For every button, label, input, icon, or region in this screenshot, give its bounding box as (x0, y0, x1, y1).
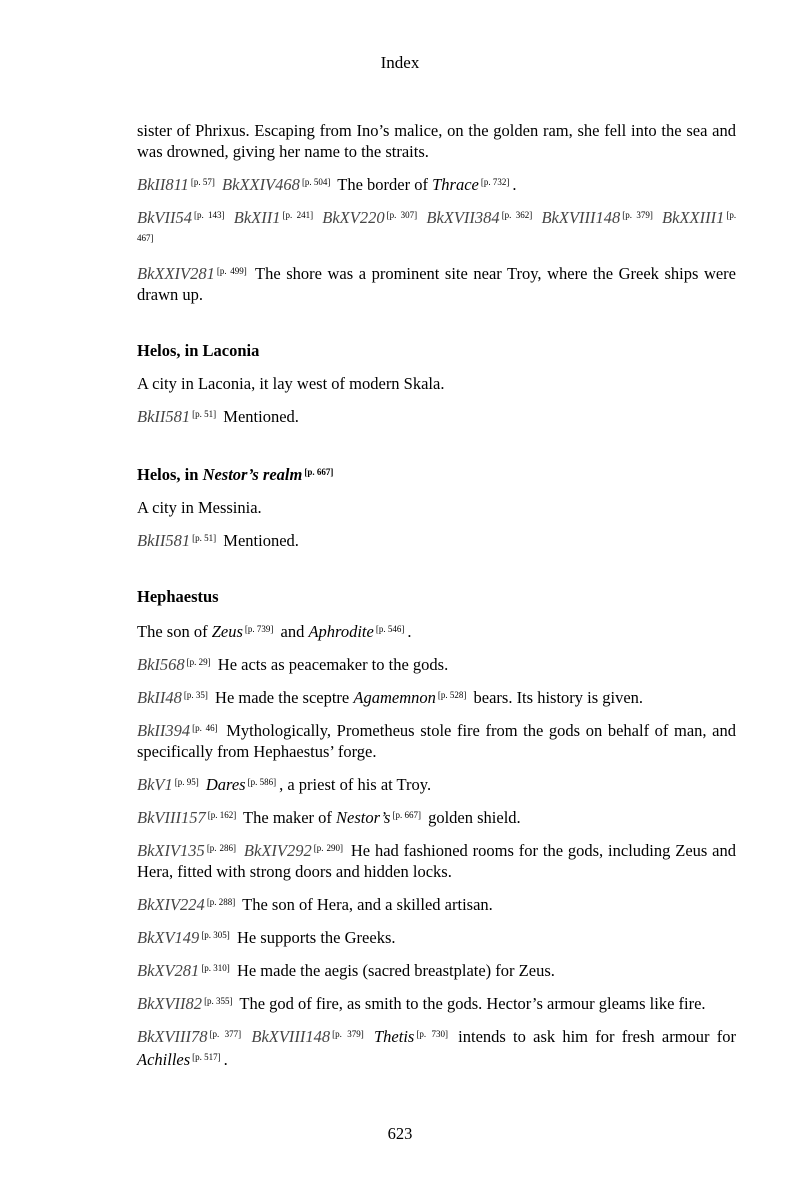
page-reference[interactable]: [p. 290] (313, 843, 343, 853)
entry-references (137, 805, 736, 828)
book-reference[interactable]: BkII811 (137, 175, 189, 194)
cross-reference-name[interactable]: Zeus (211, 622, 243, 641)
entry-text: . (223, 1050, 228, 1069)
index-content (137, 120, 736, 1080)
book-reference[interactable]: BkXV149 (137, 928, 200, 947)
entry-text: Mentioned. (223, 531, 299, 550)
entry-text: The border of (337, 175, 428, 194)
page-reference[interactable]: [p. 241] (282, 210, 314, 220)
entry-text: A city in Laconia, it lay west of modern Skala. (137, 374, 445, 393)
book-reference[interactable]: BkI568 (137, 655, 185, 674)
entry-references (137, 261, 736, 305)
entry-text: . (512, 175, 517, 194)
page-reference[interactable]: [p. 51] (192, 533, 217, 543)
page-reference[interactable]: [p. 29] (186, 657, 211, 667)
entry-heading (137, 462, 736, 485)
entry-references (137, 958, 736, 981)
page-reference[interactable]: [p. 286] (206, 843, 237, 853)
book-reference[interactable]: BkXIV135 (137, 841, 205, 860)
entry-text: bears. Its history is given. (473, 688, 644, 707)
page-reference[interactable]: [p. 667] (304, 467, 334, 477)
cross-reference-name[interactable]: Agamemnon (353, 688, 436, 707)
book-reference[interactable]: BkII581 (137, 531, 191, 550)
page-reference[interactable]: [p. 732] (480, 177, 510, 187)
entry-references (137, 404, 736, 427)
book-reference[interactable]: BkXIV224 (137, 895, 205, 914)
entry-references (137, 619, 736, 642)
book-reference[interactable]: BkXVIII78 (137, 1027, 208, 1046)
book-reference[interactable]: BkXXIV281 (137, 264, 215, 283)
entry-text: The son of (137, 622, 208, 641)
entry-text: The shore was a prominent site near Troy, where the Greek ships were drawn up. (137, 264, 736, 304)
book-reference[interactable]: BkXVIII148 (251, 1027, 331, 1046)
page-reference[interactable]: [p. 528] (437, 690, 467, 700)
page-number: 623 (387, 1124, 413, 1143)
entry-text: , a priest of his at Troy. (279, 775, 432, 794)
page-reference[interactable]: [p. 379] (332, 1029, 364, 1039)
entry-references (137, 772, 736, 795)
entry-text: He made the sceptre (215, 688, 350, 707)
page-reference[interactable]: [p. 143] (193, 210, 225, 220)
page-reference[interactable]: [p. 307] (386, 210, 418, 220)
cross-reference-name[interactable]: Dares (205, 775, 246, 794)
page-reference[interactable]: [p. 95] (174, 777, 199, 787)
cross-reference-name[interactable]: Nestor’s realm (202, 465, 303, 484)
page-reference[interactable]: [p. 467] (137, 210, 737, 243)
page-reference[interactable]: [p. 546] (375, 624, 405, 634)
page-reference[interactable]: [p. 162] (207, 810, 237, 820)
entry-text: intends to ask him for fresh armour for (458, 1027, 737, 1046)
page-reference[interactable]: [p. 35] (183, 690, 208, 700)
entry-text: The maker of (243, 808, 332, 827)
page-reference[interactable]: [p. 355] (204, 996, 233, 1006)
book-reference[interactable]: BkVII54 (137, 208, 192, 227)
entry-text: Mentioned. (223, 407, 299, 426)
entry-references (137, 205, 736, 251)
book-reference[interactable]: BkII394 (137, 721, 191, 740)
book-reference[interactable]: BkXVIII148 (541, 208, 621, 227)
entry-text: He acts as peacemaker to the gods. (217, 655, 449, 674)
page-reference[interactable]: [p. 504] (301, 177, 331, 187)
book-reference[interactable]: BkXV281 (137, 961, 200, 980)
book-reference[interactable]: BkXXIII1 (662, 208, 725, 227)
entry-references (137, 1024, 736, 1070)
entry-references (137, 172, 736, 195)
entry-references (137, 685, 736, 708)
page-reference[interactable]: [p. 46] (192, 723, 218, 733)
book-reference[interactable]: BkXVII384 (426, 208, 500, 227)
book-reference[interactable]: BkXII1 (233, 208, 281, 227)
page-reference[interactable]: [p. 517] (192, 1052, 221, 1062)
page-reference[interactable]: [p. 57] (190, 177, 215, 187)
entry-text: The god of fire, as smith to the gods. Hector’s armour gleams like fire. (239, 994, 706, 1013)
entry-text: He made the aegis (sacred breastplate) for Zeus. (236, 961, 555, 980)
entry-text: . (407, 622, 412, 641)
page-reference[interactable]: [p. 377] (209, 1029, 242, 1039)
page-reference[interactable]: [p. 362] (501, 210, 533, 220)
page-reference[interactable]: [p. 310] (201, 963, 230, 973)
book-reference[interactable]: BkV1 (137, 775, 173, 794)
entry-heading-text: Helos, in (137, 465, 199, 484)
page-reference[interactable]: [p. 499] (216, 266, 247, 276)
entry-text: sister of Phrixus. Escaping from Ino’s malice, on the golden ram, she fell into the sea and was drowned, giving her name to the straits. (137, 121, 736, 161)
entry-references (137, 652, 736, 675)
cross-reference-name[interactable]: Achilles (137, 1050, 191, 1069)
page-header: Index (380, 53, 420, 72)
entry-references (137, 718, 736, 762)
page-reference[interactable]: [p. 305] (201, 930, 230, 940)
book-reference[interactable]: BkXV220 (322, 208, 385, 227)
entry-text: Mythologically, Prometheus stole fire from the gods on behalf of man, and specifically from Hephaestus’ forge. (137, 721, 736, 761)
book-reference[interactable]: BkVIII157 (137, 808, 206, 827)
entry-heading: Helos, in Laconia (137, 341, 260, 360)
page-reference[interactable]: [p. 739] (244, 624, 274, 634)
page-reference[interactable]: [p. 379] (622, 210, 653, 220)
cross-reference-name[interactable]: Thetis (374, 1027, 415, 1046)
entry-references (137, 838, 736, 882)
entry-text: and (280, 622, 305, 641)
page-reference[interactable]: [p. 586] (247, 777, 277, 787)
entry-text: A city in Messinia. (137, 498, 262, 517)
book-reference[interactable]: BkII581 (137, 407, 191, 426)
entry-references (137, 991, 736, 1014)
page-reference[interactable]: [p. 288] (206, 897, 236, 907)
page-reference[interactable]: [p. 51] (192, 409, 217, 419)
entry-text: The son of Hera, and a skilled artisan. (242, 895, 493, 914)
cross-reference-name[interactable]: Thrace (432, 175, 479, 194)
book-reference[interactable]: BkXXIV468 (222, 175, 300, 194)
entry-references (137, 925, 736, 948)
entry-text: He supports the Greeks. (236, 928, 396, 947)
entry-references (137, 892, 736, 915)
book-reference[interactable]: BkXIV292 (243, 841, 312, 860)
book-reference[interactable]: BkII48 (137, 688, 182, 707)
entry-references (137, 528, 736, 551)
cross-reference-name[interactable]: Aphrodite (308, 622, 374, 641)
cross-reference-name[interactable]: Nestor’s (336, 808, 391, 827)
page-reference[interactable]: [p. 730] (416, 1029, 448, 1039)
entry-text: golden shield. (428, 808, 521, 827)
page-reference[interactable]: [p. 667] (392, 810, 421, 820)
entry-text: He had fashioned rooms for the gods, including Zeus and Hera, fitted with strong doors and hidden locks. (137, 841, 736, 881)
entry-heading: Hephaestus (137, 587, 219, 606)
book-reference[interactable]: BkXVII82 (137, 994, 203, 1013)
